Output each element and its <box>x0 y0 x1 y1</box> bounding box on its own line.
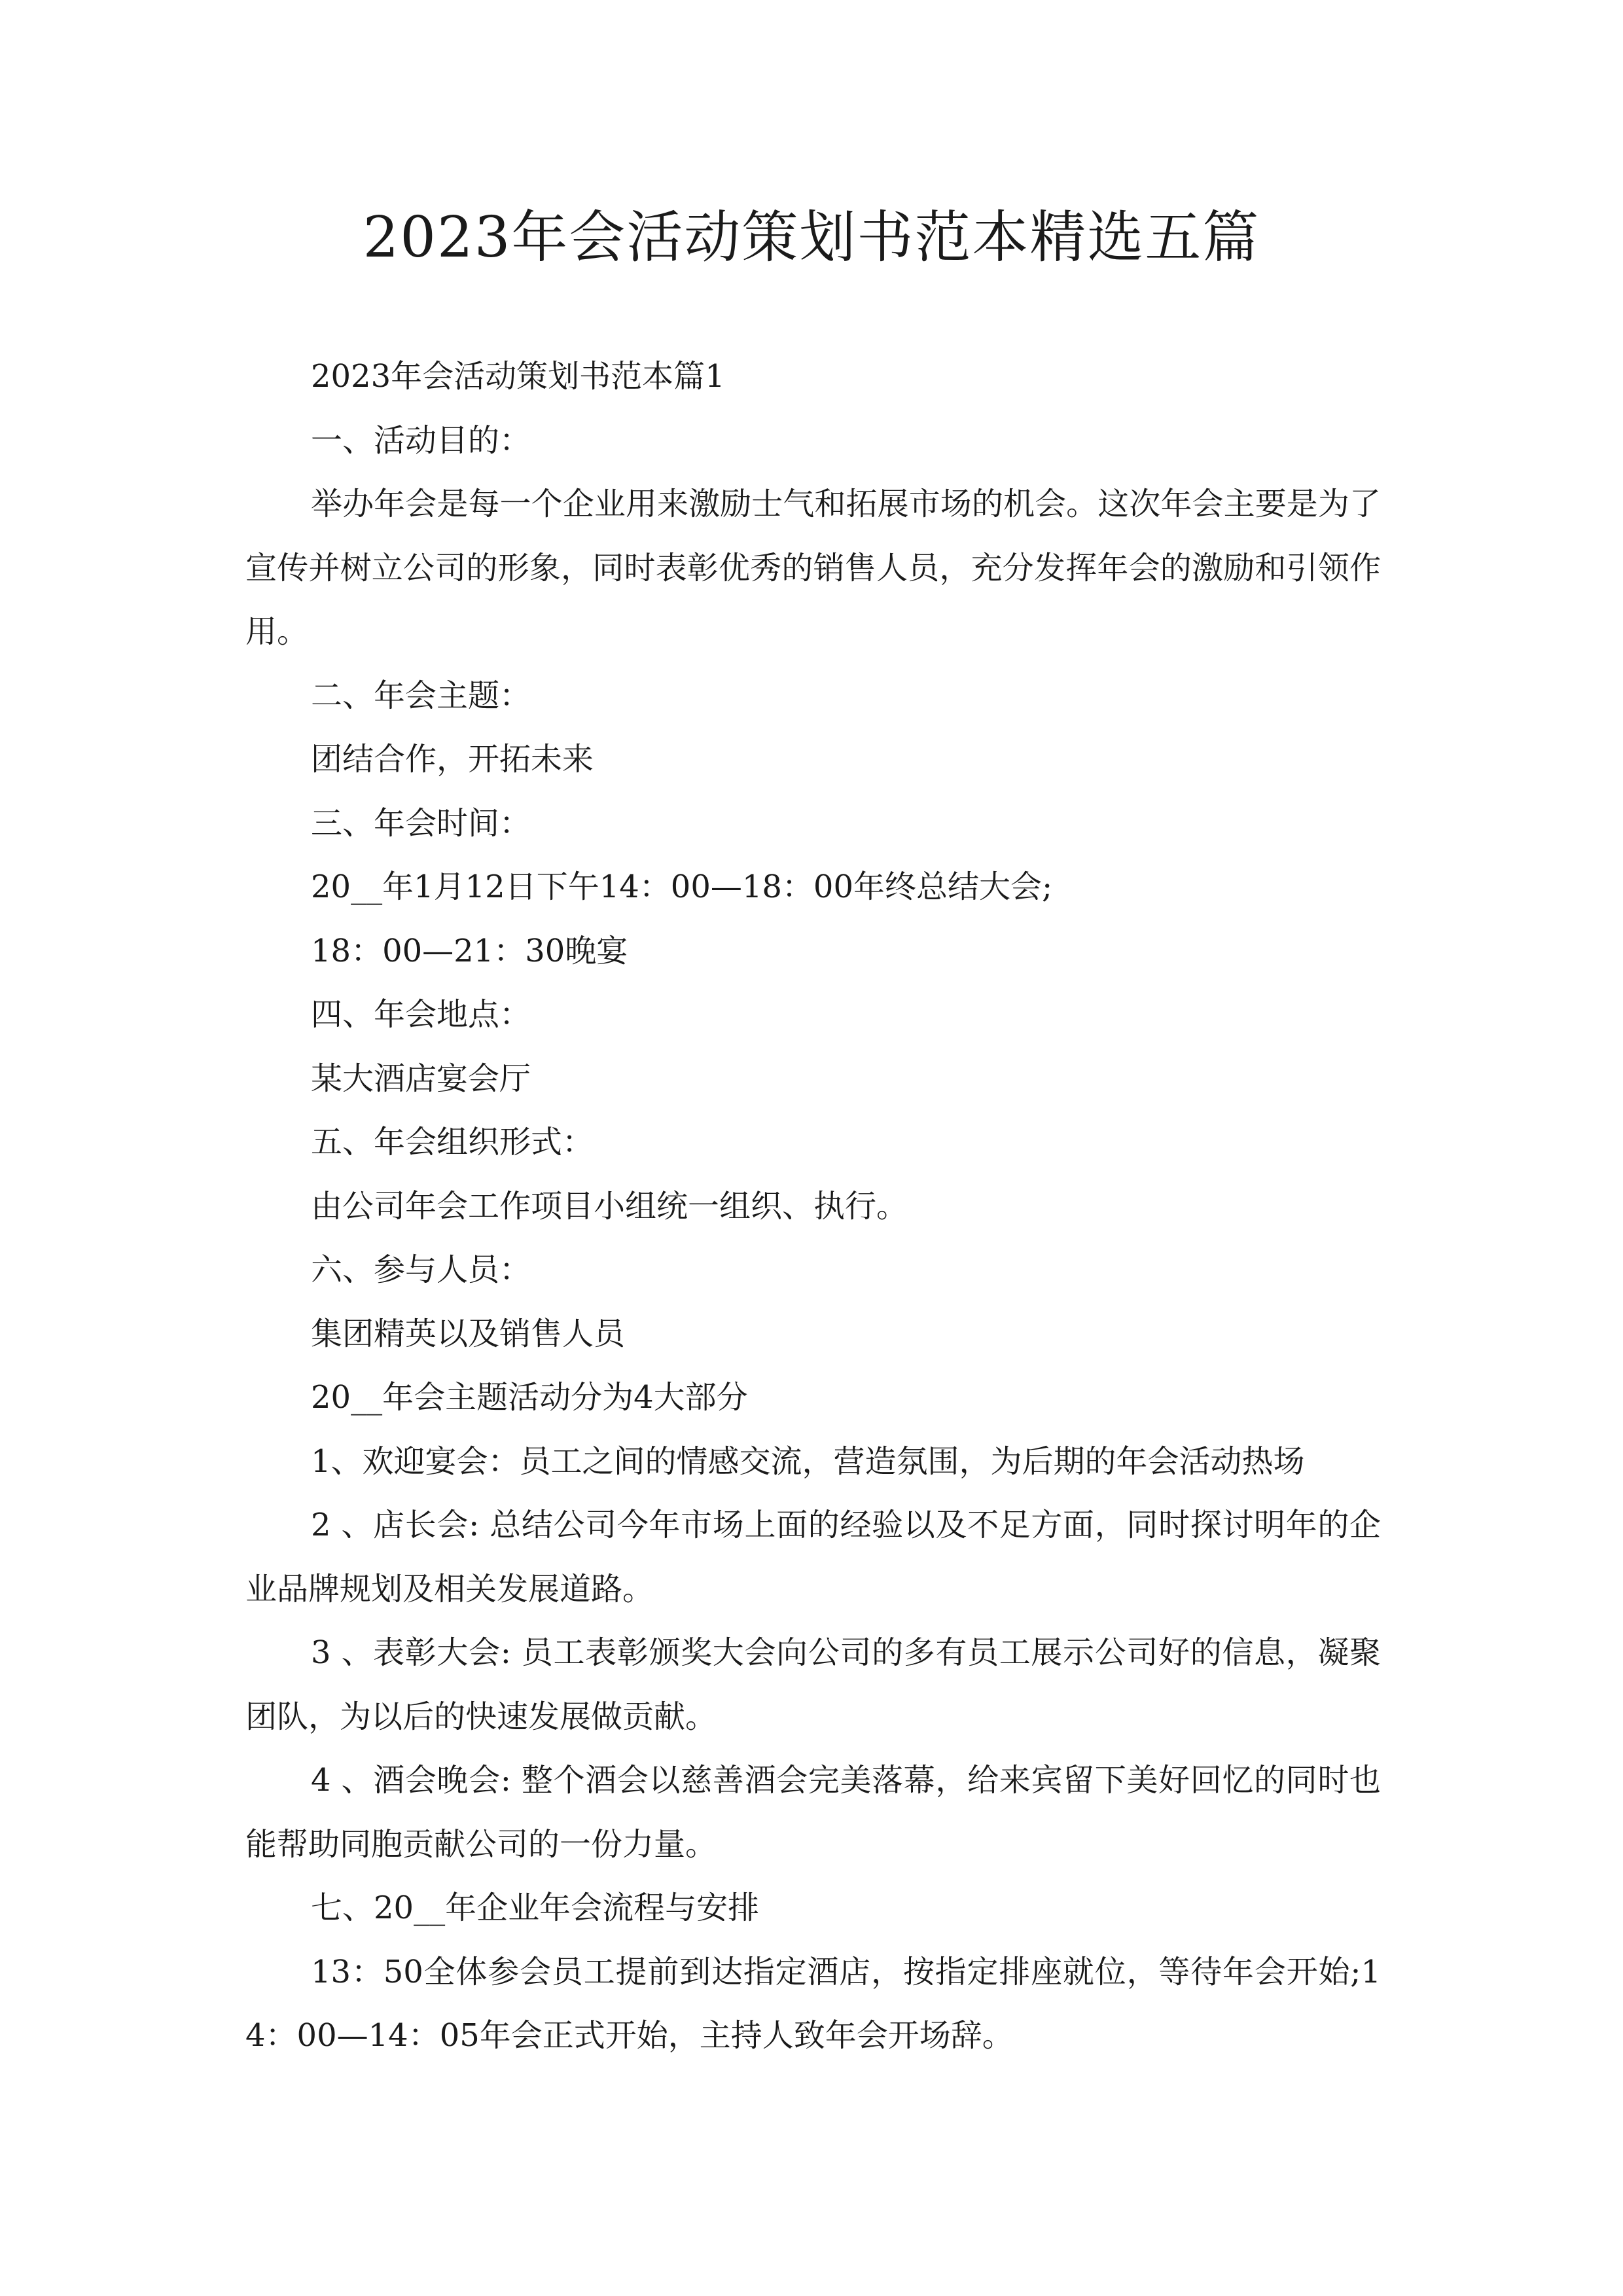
paragraph-format-heading: 五、年会组织形式： <box>311 1124 594 1160</box>
paragraph-part-2: 2 、店长会: 总结公司今年市场上面的经验以及不足方面，同时探讨明年的企业品牌规划及相关发展道路。 <box>245 1507 1381 1607</box>
paragraph-theme-text: 团结合作，开拓未来 <box>311 741 594 778</box>
paragraph-section-heading: 2023年会活动策划书范本篇1 <box>311 358 725 395</box>
paragraph-parts-intro: 20__年会主题活动分为4大部分 <box>311 1379 748 1416</box>
paragraph-purpose-text: 举办年会是每一个企业用来激励士气和拓展市场的机会。这次年会主要是为了宣传并树立公司的形象，同时表彰优秀的销售人员，充分发挥年会的激励和引领作用。 <box>245 486 1381 650</box>
paragraph-part-3: 3 、表彰大会: 员工表彰颁奖大会向公司的多有员工展示公司好的信息，凝聚团队，为以后的快速发展做贡献。 <box>245 1634 1381 1735</box>
paragraph-schedule-heading: 七、20__年企业年会流程与安排 <box>311 1890 760 1926</box>
paragraph-participants-text: 集团精英以及销售人员 <box>311 1315 626 1352</box>
paragraph-format-text: 由公司年会工作项目小组统一组织、执行。 <box>311 1187 908 1225</box>
document-title: 2023年会活动策划书范本精选五篇 <box>363 205 1260 270</box>
paragraph-time-line-1: 20__年1月12日下午14：00—18：00年终总结大会; <box>311 869 1053 905</box>
document-body <box>245 345 1381 2068</box>
paragraph-purpose-heading: 一、活动目的： <box>311 422 531 459</box>
paragraph-time-line-2: 18：00—21：30晚宴 <box>311 932 628 969</box>
paragraph-part-4: 4 、酒会晚会: 整个酒会以慈善酒会完美落幕，给来宾留下美好回忆的同时也能帮助同胞贡献公司的一份力量。 <box>245 1762 1381 1863</box>
paragraph-part-1: 1、欢迎宴会：员工之间的情感交流，营造氛围，为后期的年会活动热场 <box>311 1443 1305 1480</box>
paragraph-venue-heading: 四、年会地点： <box>311 996 531 1033</box>
paragraph-time-heading: 三、年会时间： <box>311 804 531 842</box>
paragraph-participants-heading: 六、参与人员： <box>311 1251 531 1288</box>
paragraph-schedule-text: 13：50全体参会员工提前到达指定酒店，按指定排座就位，等待年会开始;14：00—14：05年会正式开始，主持人致年会开场辞。 <box>245 1953 1381 2054</box>
paragraph-theme-heading: 二、年会主题： <box>311 677 531 714</box>
paragraph-venue-text: 某大酒店宴会厅 <box>311 1060 531 1097</box>
